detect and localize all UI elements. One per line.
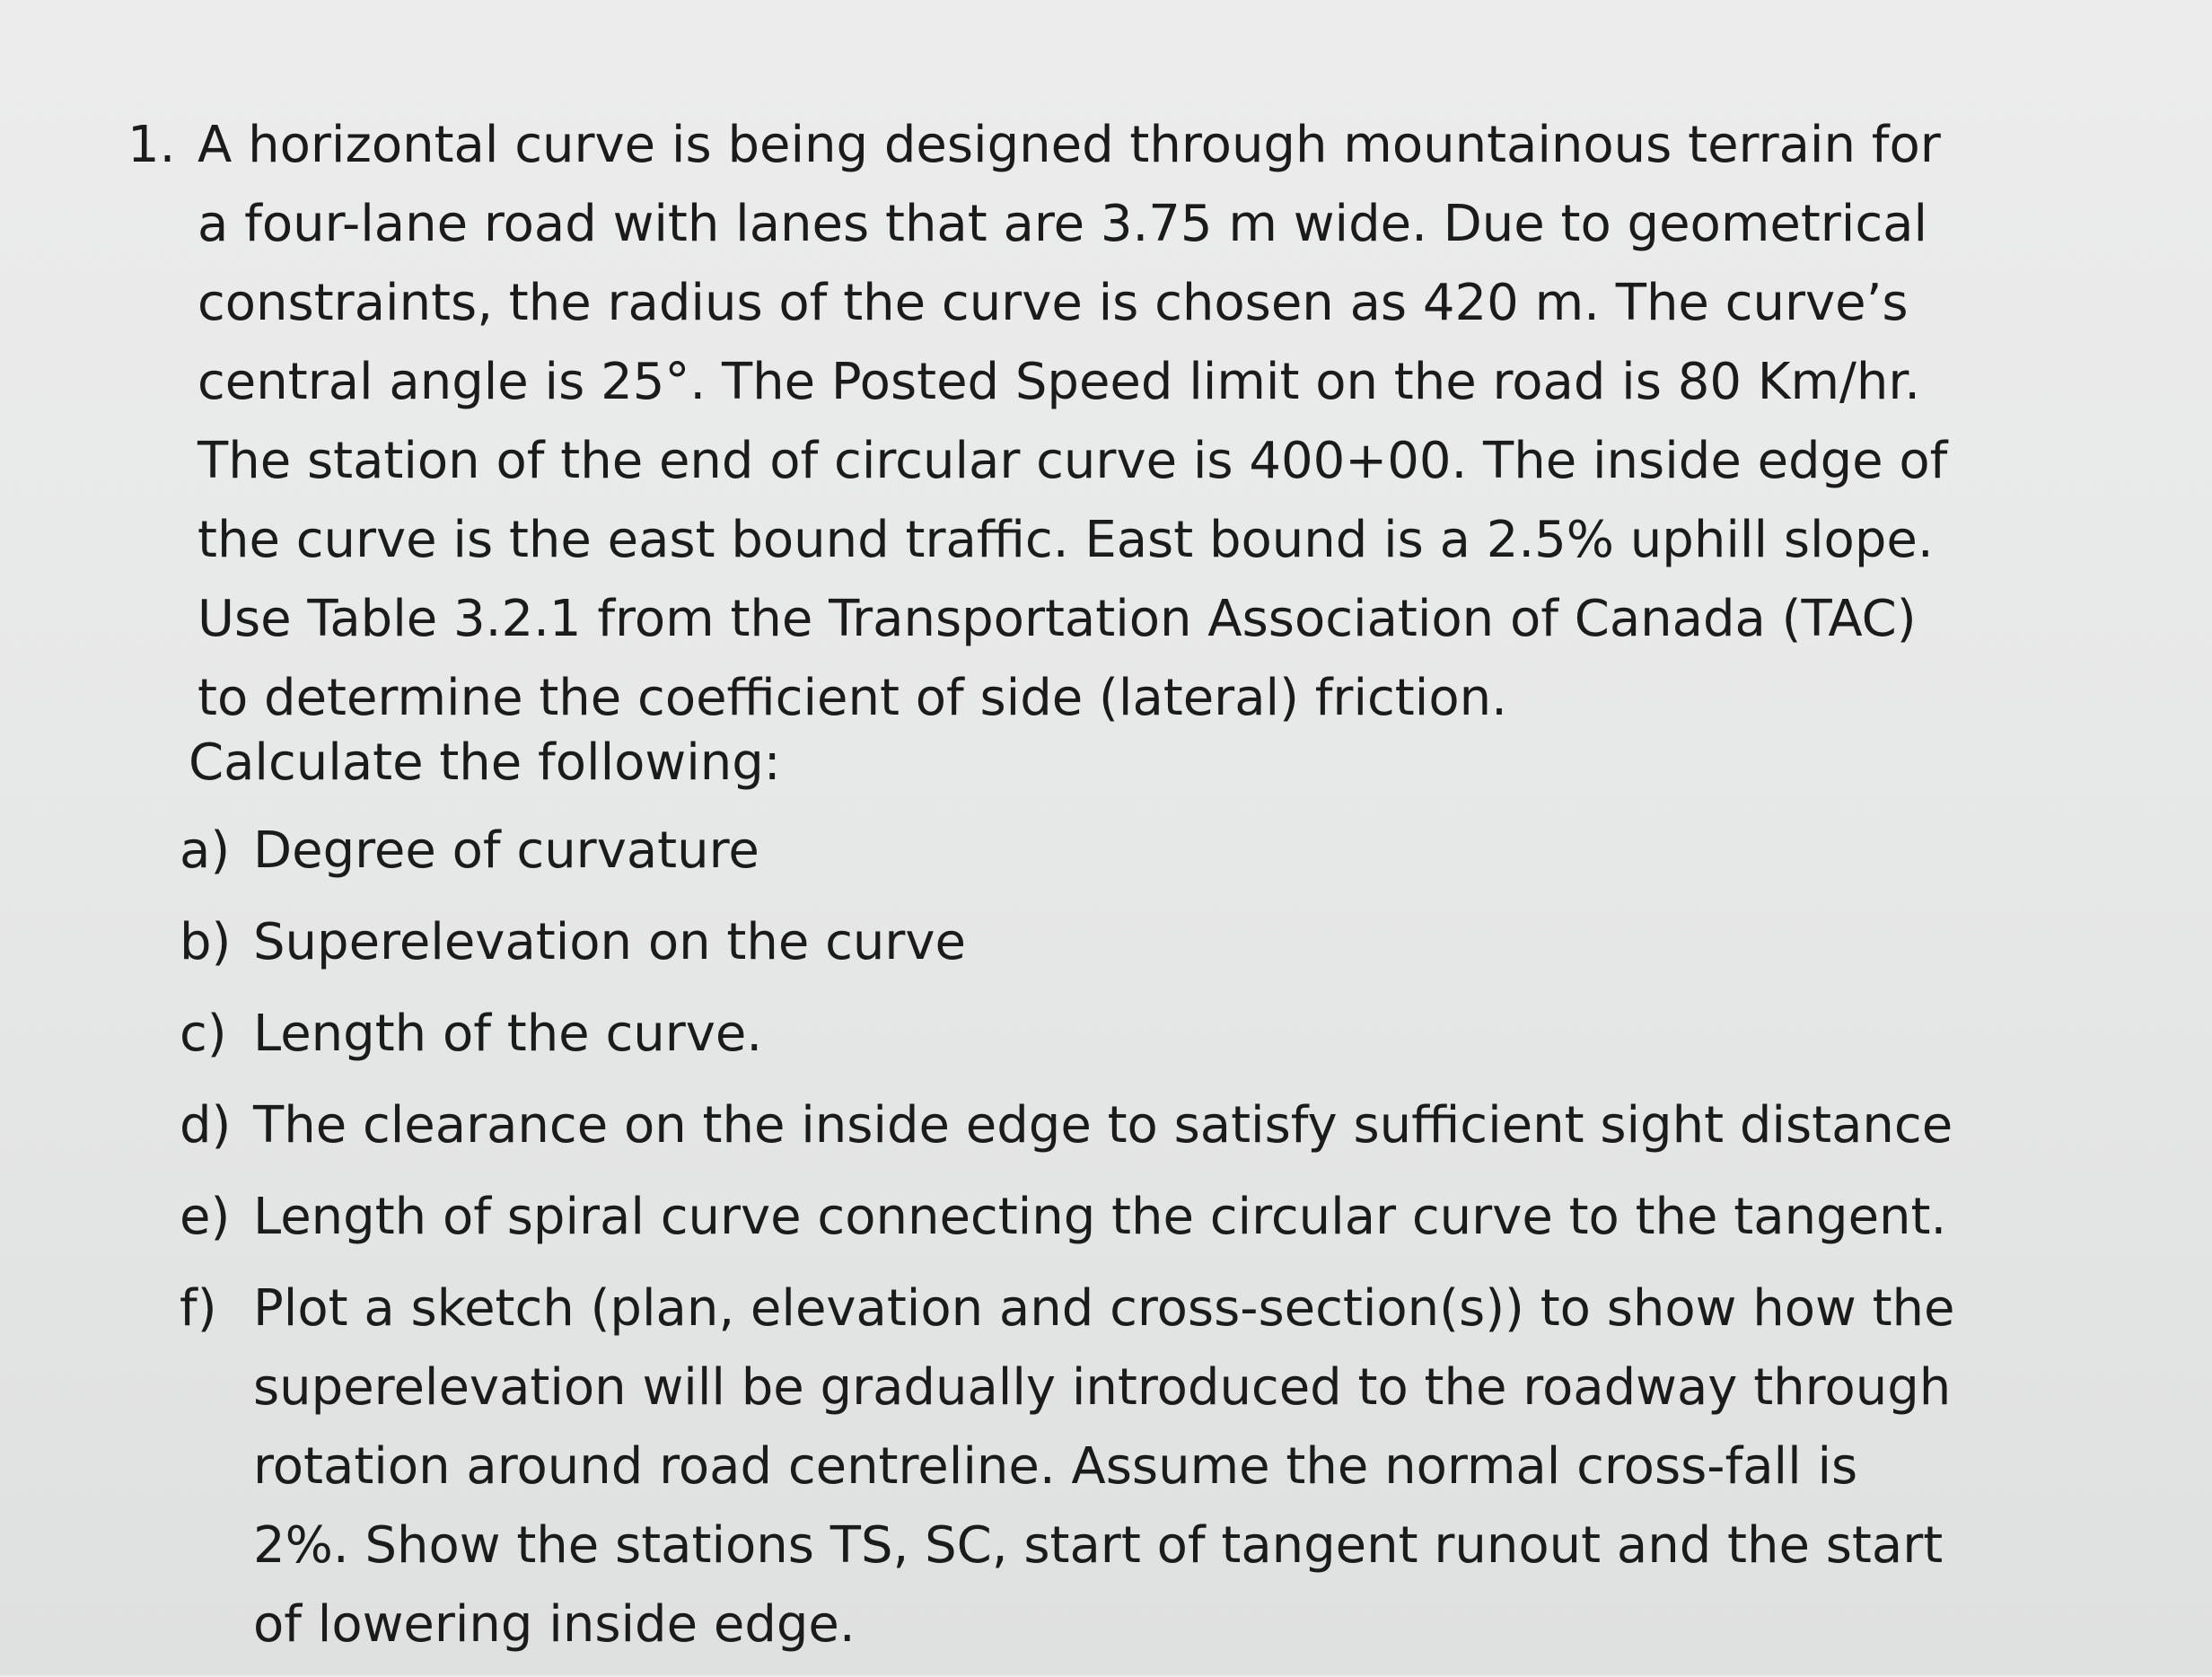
part-letter: e) [180, 1188, 231, 1246]
part-line: Length of spiral curve connecting the circular curve to the tangent. [253, 1188, 1947, 1246]
problem-line: central angle is 25°. The Posted Speed limit on the road is 80 Km/hr. [198, 353, 1921, 411]
part-letter: b) [180, 913, 232, 971]
part-text [253, 995, 2172, 1074]
part-line: 2%. Show the stations TS, SC, start of tangent runout and the start [253, 1516, 1944, 1575]
question-number: 1. [127, 116, 176, 174]
part-text [253, 1086, 2172, 1165]
part-line: superelevation will be gradually introduced to the roadway through [253, 1358, 1952, 1417]
part-line: The clearance on the inside edge to satisfy sufficient sight distance [253, 1096, 1953, 1155]
problem-line: Use Table 3.2.1 from the Transportation Association of Canada (TAC) [198, 590, 1917, 648]
part-letter: a) [180, 821, 231, 880]
problem-statement [198, 106, 2128, 738]
part-text [253, 1178, 2172, 1257]
part-line: Plot a sketch (plan, elevation and cross-section(s)) to show how the [253, 1279, 1955, 1338]
part-b [180, 903, 2172, 982]
part-text [253, 903, 2172, 982]
problem-line: constraints, the radius of the curve is chosen as 420 m. The curve’s [198, 274, 1909, 332]
part-f [180, 1269, 2172, 1664]
part-e [180, 1178, 2172, 1257]
part-c [180, 995, 2172, 1074]
part-letter: c) [180, 1005, 227, 1063]
part-d [180, 1086, 2172, 1165]
problem-line: to determine the coefficient of side (lateral) friction. [198, 669, 1507, 727]
problem-line: A horizontal curve is being designed through mountainous terrain for [198, 116, 1941, 174]
part-letter: d) [180, 1096, 232, 1155]
problem-line: a four-lane road with lanes that are 3.75 m wide. Due to geometrical [198, 195, 1928, 253]
parts-list [180, 812, 2172, 1677]
problem-line: The station of the end of circular curve is 400+00. The inside edge of [198, 432, 1948, 490]
part-line: Superelevation on the curve [253, 913, 966, 971]
part-line: rotation around road centreline. Assume the normal cross-fall is [253, 1437, 1858, 1496]
part-letter: f) [180, 1279, 217, 1338]
part-line: Degree of curvature [253, 821, 759, 880]
part-line: of lowering inside edge. [253, 1595, 856, 1654]
problem-line: the curve is the east bound traffic. East bound is a 2.5% uphill slope. [198, 511, 1934, 569]
part-line: Length of the curve. [253, 1005, 763, 1063]
part-a [180, 812, 2172, 891]
calculate-heading: Calculate the following: [189, 733, 781, 792]
part-text [253, 812, 2172, 891]
part-text [253, 1269, 2172, 1664]
